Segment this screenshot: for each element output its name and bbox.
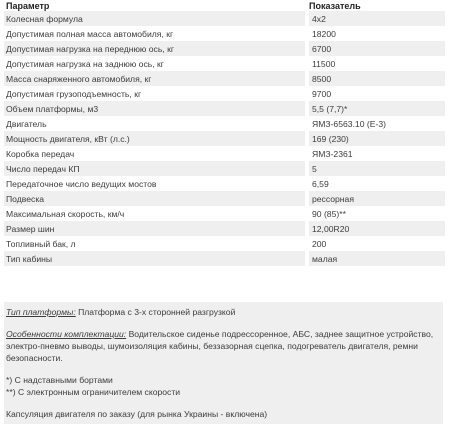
table-row [4,56,445,71]
spec-table [4,0,445,266]
param-cell: Допустимая полная масса автомобиля, кг [4,26,307,41]
value-cell: ЯМЗ-6563.10 (Е-3) [307,116,445,131]
table-row [4,146,445,161]
param-cell: Объем платформы, м3 [4,101,307,116]
value-cell: рессорная [307,191,445,206]
value-cell: 8500 [307,71,445,86]
value-cell: 11500 [307,56,445,71]
header-value: Показатель [309,0,361,11]
footnote-2: **) С электронным ограничителем скорости [6,387,181,397]
param-cell: Масса снаряженного автомобиля, кг [4,71,307,86]
value-cell: 5 [307,161,445,176]
platform-label: Тип платформы: [6,307,76,317]
value-cell: 6700 [307,41,445,56]
table-row [4,26,445,41]
param-cell: Двигатель [4,116,307,131]
param-cell: Передаточное число ведущих мостов [4,176,307,191]
table-row [4,101,445,116]
param-cell: Допустимая грузоподъемность, кг [4,86,307,101]
param-cell: Коробка передач [4,146,307,161]
value-cell: 169 (230) [307,131,445,146]
param-cell: Топливный бак, л [4,236,307,251]
value-cell: 200 [307,236,445,251]
value-cell: малая [307,251,445,266]
table-header-row [4,0,445,11]
features-note [6,328,443,364]
value-cell: 6,59 [307,176,445,191]
param-cell: Тип кабины [4,251,307,266]
table-row [4,176,445,191]
param-cell: Колесная формула [4,11,307,26]
table-row [4,116,445,131]
value-cell: 12,00R20 [307,221,445,236]
table-row [4,11,445,26]
value-cell: 5,5 (7,7)* [307,101,445,116]
table-row [4,206,445,221]
table-row [4,86,445,101]
capsule-note: Капсуляция двигателя по заказу (для рынка Украины - включена) [6,409,268,419]
value-cell: 18200 [307,26,445,41]
features-text: Водительское сиденье подрессоренное, АБС, заднее защитное устройство, электро-пневмо выводы, шумоизоляция кабины, беззазорная сцепка, подогреватель двигателя, ремни безопасности. [6,329,434,363]
param-cell: Мощность двигателя, кВт (л.с.) [4,131,307,146]
value-cell: 9700 [307,86,445,101]
table-row [4,41,445,56]
features-label: Особенности комплектации: [6,329,127,339]
platform-text: Платформа с 3-х сторонней разгрузкой [75,307,236,317]
table-row [4,71,445,86]
param-cell: Допустимая нагрузка на заднюю ось, кг [4,56,307,71]
param-cell: Число передач КП [4,161,307,176]
platform-note [6,306,443,318]
notes-block [4,302,443,424]
table-row [4,161,445,176]
footnote-1: *) С надставными бортами [6,375,113,385]
table-row [4,251,445,266]
header-param: Параметр [6,0,50,11]
param-cell: Размер шин [4,221,307,236]
value-cell: ЯМЗ-2361 [307,146,445,161]
param-cell: Подвеска [4,191,307,206]
param-cell: Максимальная скорость, км/ч [4,206,307,221]
table-row [4,191,445,206]
table-row [4,236,445,251]
table-row [4,131,445,146]
value-cell: 4х2 [307,11,445,26]
value-cell: 90 (85)** [307,206,445,221]
param-cell: Допустимая нагрузка на переднюю ось, кг [4,41,307,56]
table-row [4,221,445,236]
